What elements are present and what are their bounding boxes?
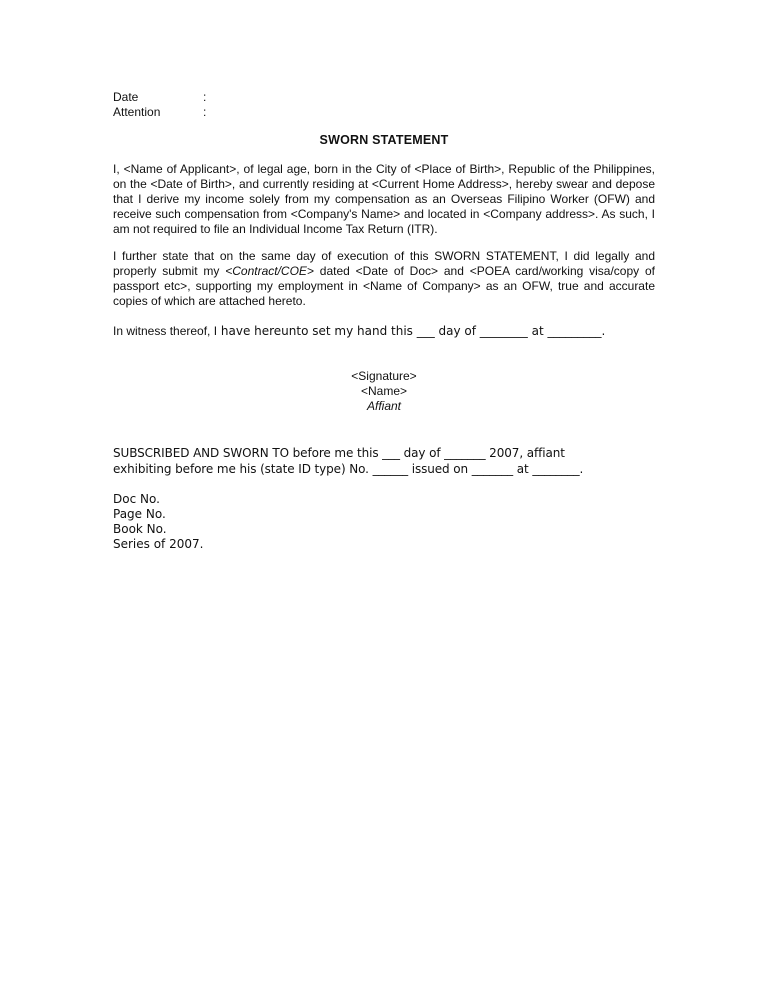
- subscribed-line-2: exhibiting before me his (state ID type) No. ______ issued on _______ at ________.: [113, 462, 584, 476]
- date-label: Date: [113, 90, 139, 104]
- attention-label: Attention: [113, 105, 161, 119]
- page-no: Page No.: [113, 507, 166, 521]
- signature-placeholder: <Signature>: [351, 369, 417, 383]
- signature-block: [113, 369, 655, 414]
- witness-line: [113, 323, 655, 339]
- affiant-label: Affiant: [366, 399, 402, 413]
- witness-part-1: In witness thereof, I: [113, 324, 218, 338]
- document-title: SWORN STATEMENT: [319, 133, 449, 147]
- subscribed-block: [113, 445, 655, 477]
- paragraph-1: I, <Name of Applicant>, of legal age, born in the City of <Place of Birth>, Republic of the Philippines, on the <Date of Birth>, and currently residing at <Current Home Address>, hereby swear and depose that I derive my income solely from my compensation as an Overseas Filipino Worker (OFW) and receive such compensation from <Company's Name> and located in <Company address>. As such, I am not required to file an Individual Income Tax Return (ITR).: [113, 162, 655, 236]
- attention-colon: :: [203, 105, 207, 119]
- subscribed-line-1: SUBSCRIBED AND SWORN TO before me this ___ day of _______ 2007, affiant: [113, 446, 565, 460]
- date-colon: :: [203, 90, 207, 104]
- paragraph-2-part-2: dated <Date of Doc> and <POEA card/working visa/copy of passport etc>, supporting my employment in <Name of Company> as an OFW, true and accurate copies of which are attached hereto.: [113, 264, 655, 308]
- doc-no: Doc No.: [113, 492, 160, 506]
- witness-part-2: have hereunto set my hand this ___ day of ________ at _________.: [217, 324, 606, 338]
- paragraph-2-contract: <Contract/COE>: [225, 264, 314, 278]
- date-row: [113, 90, 655, 105]
- attention-row: [113, 105, 655, 120]
- series: Series of 2007.: [113, 537, 204, 551]
- name-placeholder: <Name>: [360, 384, 408, 398]
- paragraph-2-part-1: I further state that on the same day of execution of this SWORN STATEMENT, I did legally and properly submit my: [113, 249, 655, 278]
- book-no: Book No.: [113, 522, 167, 536]
- paragraph-2: [113, 249, 655, 309]
- document-body: [113, 90, 655, 552]
- notary-doc-info: [113, 492, 655, 552]
